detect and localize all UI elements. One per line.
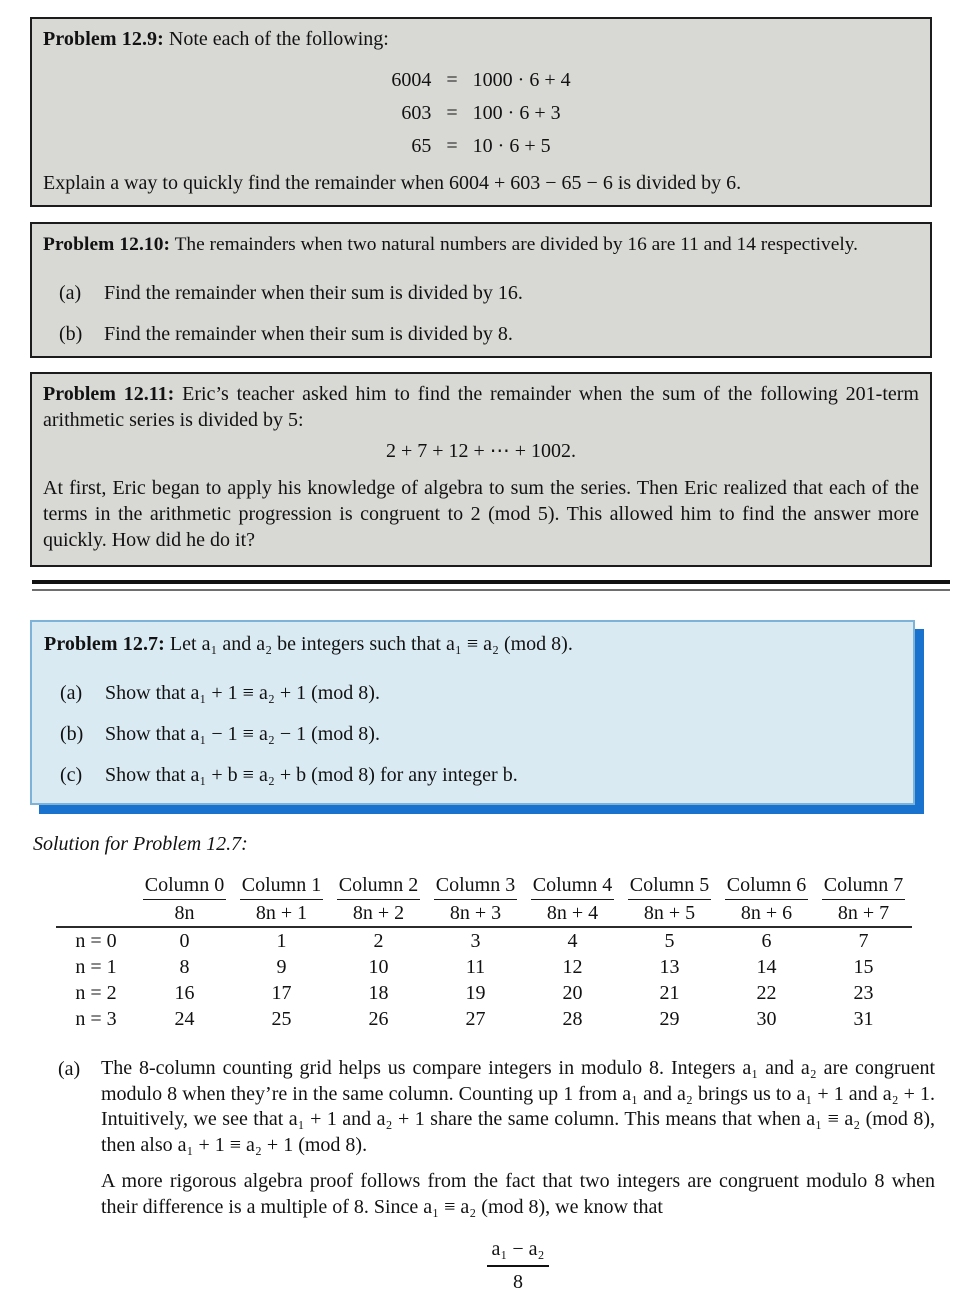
separator-thin-rule [32, 589, 950, 591]
table-row [56, 927, 912, 954]
problem-12-10-statement: The remainders when two natural numbers are divided by 16 are 11 and 14 respectively. [174, 234, 859, 255]
table-row [56, 980, 912, 1006]
item-text: Show that a₁ + b ≡ a₂ + b (mod 8) for any integer b. [105, 764, 518, 786]
item-marker: (c) [60, 764, 83, 786]
table-row-label: n = 2 [75, 982, 117, 1004]
fraction [487, 1237, 550, 1294]
table-cell: 1 [276, 930, 287, 952]
item-marker: (b) [59, 323, 83, 345]
equation-equals: = [446, 135, 458, 157]
table-column-title: Column 0 [143, 872, 226, 900]
table-cell: 7 [858, 930, 869, 952]
list-item-a [43, 280, 919, 306]
table-cell: 5 [664, 930, 675, 952]
counting-grid-table [56, 872, 912, 1032]
table-formula-row [56, 900, 912, 927]
equation-rhs: 1000 · 6 + 4 [472, 69, 571, 91]
table-cell: 29 [659, 1008, 680, 1030]
table-cell: 9 [276, 956, 287, 978]
problem-12-7-title [44, 631, 901, 658]
equation-equals: = [446, 102, 458, 124]
problem-box-12-7 [30, 620, 915, 805]
list-item-b [44, 721, 901, 747]
table-column-title: Column 1 [240, 872, 323, 900]
part-marker: (a) [58, 1058, 81, 1080]
table-cell: 16 [174, 982, 195, 1004]
problem-box-12-10 [30, 222, 932, 358]
table-column-formula: 8n + 1 [233, 900, 330, 927]
problem-12-11-title [43, 381, 919, 433]
table-cell: 30 [756, 1008, 777, 1030]
item-text: Show that a₁ − 1 ≡ a₂ − 1 (mod 8). [105, 723, 380, 745]
table-cell: 13 [659, 956, 680, 978]
table-cell: 31 [853, 1008, 874, 1030]
equation-equals: = [446, 69, 458, 91]
table-row-label: n = 1 [75, 956, 117, 978]
problem-12-10-label: Problem 12.10: [43, 234, 171, 255]
table-row-label: n = 0 [75, 930, 117, 952]
solution-part-a [58, 1056, 935, 1294]
table-cell: 28 [562, 1008, 583, 1030]
table-cell: 8 [179, 956, 190, 978]
table-column-title: Column 4 [531, 872, 614, 900]
fraction-denominator: 8 [512, 1271, 523, 1293]
table-row-label: n = 3 [75, 1008, 117, 1030]
table-column-title: Column 6 [725, 872, 808, 900]
part-text [101, 1056, 935, 1294]
table-row [56, 1006, 912, 1032]
table-cell: 0 [179, 930, 190, 952]
table-column-formula: 8n [136, 900, 233, 927]
problem-12-11-statement: Eric’s teacher asked him to find the remainder when the sum of the following 201-term arithmetic series is divided by 5: [43, 383, 919, 431]
list-item-c [44, 762, 901, 788]
list-item-b [43, 321, 919, 347]
table-cell: 10 [368, 956, 389, 978]
table-cell: 3 [470, 930, 481, 952]
table-cell: 19 [465, 982, 486, 1004]
item-marker: (a) [59, 282, 82, 304]
series-equation: 2 + 7 + 12 + ⋯ + 1002. [385, 440, 577, 462]
problem-box-12-9 [30, 17, 932, 207]
table-cell: 4 [567, 930, 578, 952]
problem-12-9-question: Explain a way to quickly find the remainder when 6004 + 603 − 65 − 6 is divided by 6. [43, 172, 742, 194]
list-item-a [44, 680, 901, 706]
problem-12-10-title [43, 231, 919, 258]
table-cell: 2 [373, 930, 384, 952]
table-cell: 14 [756, 956, 777, 978]
table-title-row [56, 872, 912, 900]
table-column-formula: 8n + 3 [427, 900, 524, 927]
item-text: Show that a₁ + 1 ≡ a₂ + 1 (mod 8). [105, 682, 380, 704]
problem-12-11-discussion: At first, Eric began to apply his knowledge of algebra to sum the series. Then Eric realized that each of the terms in the arithmetic progression is congruent to 2 (mod 5). This allowed him to find the answer more quickly. How did he do it? [43, 477, 919, 551]
table-column-title: Column 3 [434, 872, 517, 900]
equation-rhs: 100 · 6 + 3 [472, 102, 561, 124]
table-cell: 20 [562, 982, 583, 1004]
table-column-formula: 8n + 4 [524, 900, 621, 927]
problem-12-9-label: Problem 12.9: [43, 28, 164, 50]
item-text: Find the remainder when their sum is divided by 8. [104, 323, 513, 345]
table-cell: 25 [271, 1008, 292, 1030]
table-column-title: Column 7 [822, 872, 905, 900]
table-cell: 22 [756, 982, 777, 1004]
table-cell: 12 [562, 956, 583, 978]
item-text: Find the remainder when their sum is divided by 16. [104, 282, 523, 304]
item-marker: (b) [60, 723, 84, 745]
equation-lhs: 6004 [391, 69, 432, 91]
table-cell: 24 [174, 1008, 195, 1030]
table-cell: 18 [368, 982, 389, 1004]
problem-12-9-title [43, 26, 919, 53]
problem-box-12-11 [30, 372, 932, 567]
table-column-formula: 8n + 6 [718, 900, 815, 927]
equation-block [391, 70, 570, 157]
problem-12-7-statement: Let a₁ and a₂ be integers such that a₁ ≡ a₂ (mod 8). [169, 633, 573, 655]
fraction-numerator: a₁ − a₂ [487, 1237, 550, 1267]
equation-lhs: 603 [401, 102, 432, 124]
table-cell: 26 [368, 1008, 389, 1030]
table-cell: 21 [659, 982, 680, 1004]
table-column-formula: 8n + 7 [815, 900, 912, 927]
problem-12-9-intro: Note each of the following: [168, 28, 389, 50]
table-column-title: Column 2 [337, 872, 420, 900]
textbook-page [0, 17, 960, 1293]
table-column-formula: 8n + 2 [330, 900, 427, 927]
separator-thick-rule [32, 580, 950, 584]
table-cell: 27 [465, 1008, 486, 1030]
table-cell: 17 [271, 982, 292, 1004]
section-separator [32, 580, 950, 591]
equation-rhs: 10 · 6 + 5 [472, 135, 551, 157]
solution-heading: Solution for Problem 12.7: [33, 833, 248, 855]
table-cell: 11 [465, 956, 486, 978]
item-marker: (a) [60, 682, 83, 704]
problem-12-11-label: Problem 12.11: [43, 383, 175, 405]
part-paragraph-2: A more rigorous algebra proof follows from the fact that two integers are congruent modulo 8 when their difference is a multiple of 8. Since a₁ ≡ a₂ (mod 8), we know that [101, 1170, 935, 1218]
table-column-formula: 8n + 5 [621, 900, 718, 927]
equation-lhs: 65 [411, 135, 432, 157]
table-column-title: Column 5 [628, 872, 711, 900]
problem-12-7-label: Problem 12.7: [44, 633, 165, 655]
table-cell: 23 [853, 982, 874, 1004]
table-row [56, 954, 912, 980]
table-cell: 15 [853, 956, 874, 978]
part-paragraph-1: The 8-column counting grid helps us compare integers in modulo 8. Integers a₁ and a₂ are congruent modulo 8 when they’re in the same column. Counting up 1 from a₁ and a₂ brings us to a₁ + 1 and a₂ + 1. Intuitively, we see that a₁ + 1 and a₂ + 1 share the same column. This means that when a₁ ≡ a₂ (mod 8), then also a₁ + 1 ≡ a₂ + 1 (mod 8). [101, 1057, 935, 1156]
table-cell: 6 [761, 930, 772, 952]
